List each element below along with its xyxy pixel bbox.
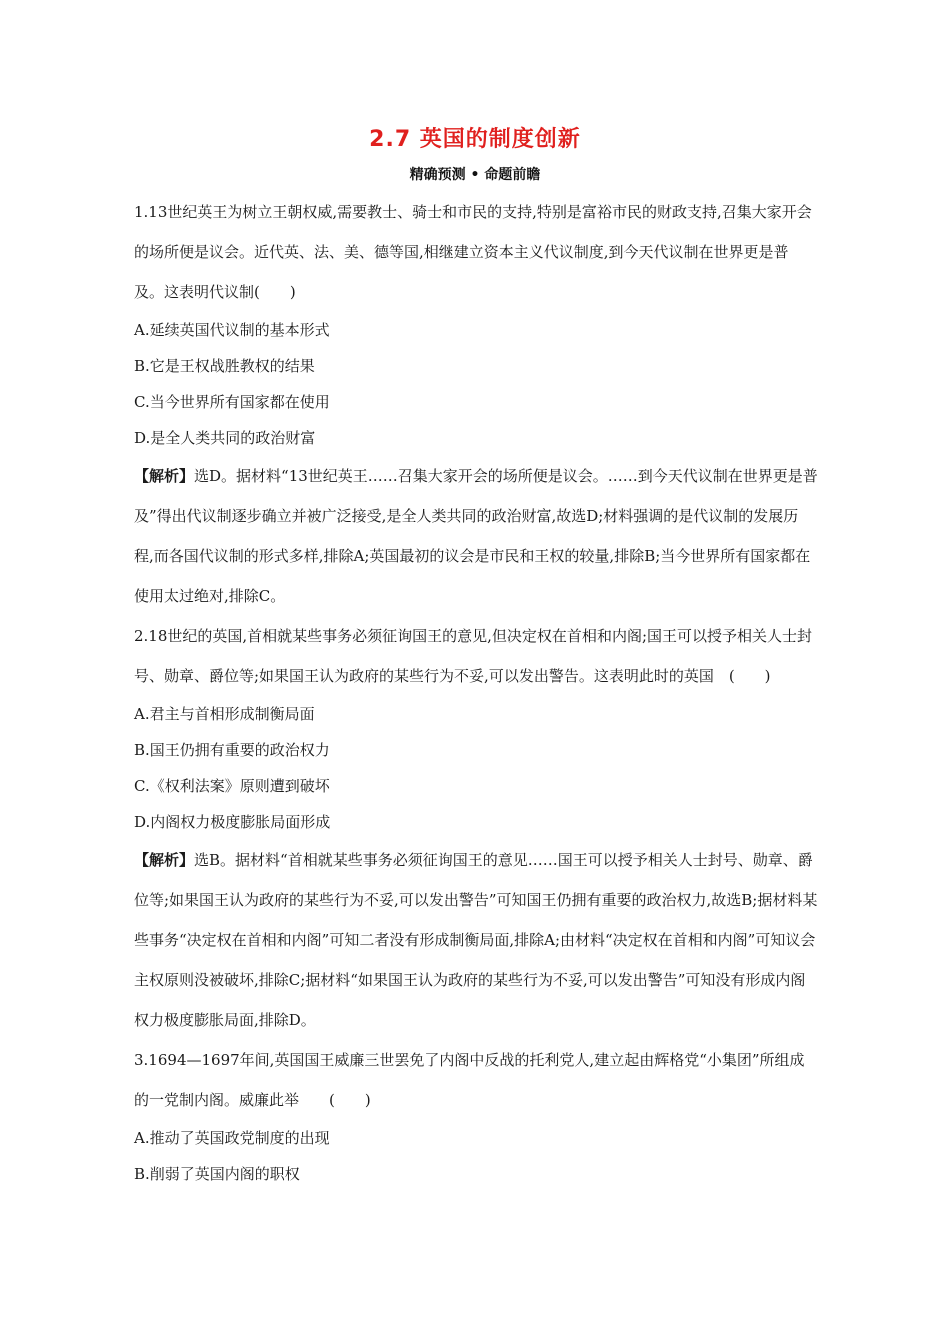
question-2-option-a: A.君主与首相形成制衡局面 [134, 705, 315, 723]
analysis-text: 选D。据材料“13世纪英王……召集大家开会的场所便是议会。……到今天代议制在世界更是普及”得出代议制逐步确立并被广泛接受,是全人类共同的政治财富,故选D;材料强调的是代议制的发展历程,而各国代议制的形式多样,排除A;英国最初的议会是市民和王权的较量,排除B;当今世界所有国家都在使用太过绝对,排除C。 [134, 467, 818, 605]
question-1-option-b: B.它是王权战胜教权的结果 [134, 357, 315, 375]
section-subtitle: 精确预测 • 命题前瞻 [409, 167, 541, 183]
document-title: 2.7 英国的制度创新 [369, 127, 581, 152]
question-2-option-b: B.国王仍拥有重要的政治权力 [134, 741, 330, 759]
question-2-analysis [134, 840, 818, 1040]
question-3-stem: 3.1694—1697年间,英国国王威廉三世罢免了内阁中反战的托利党人,建立起由辉格党“小集团”所组成的一党制内阁。威廉此举 ( ) [134, 1051, 805, 1109]
question-1-option-d: D.是全人类共同的政治财富 [134, 429, 316, 447]
question-1-option-a: A.延续英国代议制的基本形式 [134, 321, 330, 339]
analysis-tag: 【解析】 [134, 467, 195, 485]
question-2-option-d: D.内阁权力极度膨胀局面形成 [134, 813, 331, 831]
analysis-text: 选B。据材料“首相就某些事务必须征询国王的意见……国王可以授予相关人士封号、勋章、爵位等;如果国王认为政府的某些行为不妥,可以发出警告”可知国王仍拥有重要的政治权力,故选B;据材料某些事务“决定权在首相和内阁”可知二者没有形成制衡局面,排除A;由材料“决定权在首相和内阁”可知议会主权原则没被破坏,排除C;据材料“如果国王认为政府的某些行为不妥,可以发出警告”可知没有形成内阁权力极度膨胀局面,排除D。 [134, 851, 818, 1029]
question-2-option-c: C.《权利法案》原则遭到破坏 [134, 777, 330, 795]
question-1-analysis [134, 456, 818, 616]
question-3-option-a: A.推动了英国政党制度的出现 [134, 1129, 330, 1147]
question-2-stem: 2.18世纪的英国,首相就某些事务必须征询国王的意见,但决定权在首相和内阁;国王可以授予相关人士封号、勋章、爵位等;如果国王认为政府的某些行为不妥,可以发出警告。这表明此时的英国 ( ) [134, 627, 812, 685]
question-1-option-c: C.当今世界所有国家都在使用 [134, 393, 330, 411]
question-3-option-b: B.削弱了英国内阁的职权 [134, 1165, 300, 1183]
analysis-tag: 【解析】 [134, 851, 195, 869]
question-1-stem: 1.13世纪英王为树立王朝权威,需要教士、骑士和市民的支持,特别是富裕市民的财政支持,召集大家开会的场所便是议会。近代英、法、美、德等国,相继建立资本主义代议制度,到今天代议制在世界更是普及。这表明代议制( ) [134, 203, 812, 301]
document-body [134, 192, 818, 1192]
